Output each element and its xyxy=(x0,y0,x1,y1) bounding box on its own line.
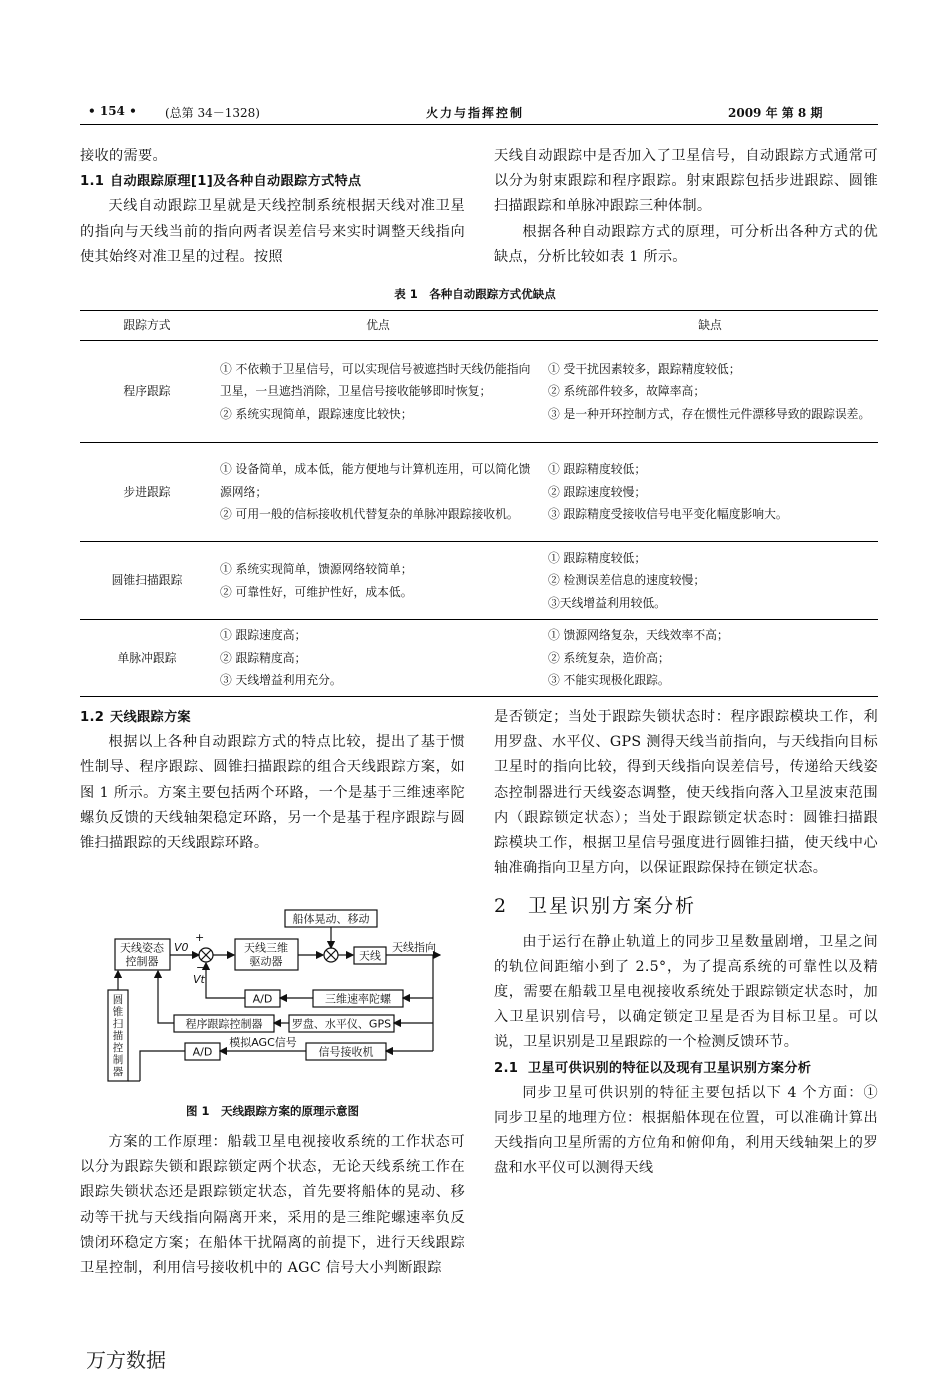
conical-label: 扫 xyxy=(112,1018,124,1030)
pros-item: ② 跟踪精度高； xyxy=(220,650,307,665)
watermark: 万方数据 xyxy=(86,1348,166,1372)
header-pros: 优点 xyxy=(214,311,542,341)
cons-item: ② 系统复杂，造价高； xyxy=(548,650,670,665)
paragraph: 同步卫星可供识别的特征主要包括以下 4 个方面：① 同步卫星的地理方位：根据船体现在位置，可以准确计算出天线指向卫星所需的方位角和俯仰角，利用天线轴架上的罗盘和水平仪可以测得天线 xyxy=(494,1084,878,1177)
mode-cell: 单脉冲跟踪 xyxy=(80,620,214,697)
driver-label: 天线三维 xyxy=(244,941,288,955)
pointing-label: 天线指向 xyxy=(392,941,436,954)
col1-top xyxy=(80,144,465,270)
plus-sign: + xyxy=(195,931,205,944)
col2-top xyxy=(494,144,878,270)
mode-cell: 程序跟踪 xyxy=(80,341,214,443)
total-page: (总第 34－1328) xyxy=(165,106,260,120)
paragraph: 天线自动跟踪卫星就是天线控制系统根据天线对准卫星的指向与天线当前的指向两者误差信号来实时调整天线指向使其始终对准卫星的过程。按照 xyxy=(80,198,465,265)
journal-name: 火力与指挥控制 xyxy=(426,106,525,120)
ad-label-1: A/D xyxy=(252,992,273,1006)
sensors-label: 罗盘、水平仪、GPS xyxy=(291,1017,392,1031)
conical-label: 描 xyxy=(112,1030,124,1042)
vt-label: Vt xyxy=(193,973,205,986)
cons-item: ① 跟踪精度较低； xyxy=(548,462,647,477)
section-2-heading xyxy=(494,894,878,919)
section-number: 1.1 xyxy=(80,174,105,190)
pros-cell xyxy=(214,341,542,443)
col1-continued xyxy=(80,1130,465,1281)
cons-cell xyxy=(542,341,878,443)
section-1-1-heading xyxy=(80,169,465,194)
table-header-row xyxy=(80,311,878,341)
cons-item: ① 跟踪精度较低； xyxy=(548,550,647,565)
section-title: 天线跟踪方案 xyxy=(110,710,191,725)
cons-item: ③ 不能实现极化跟踪。 xyxy=(548,673,670,688)
conical-label: 控 xyxy=(112,1042,124,1054)
driver-label: 驱动器 xyxy=(249,955,283,968)
program-controller-label: 程序跟踪控制器 xyxy=(185,1017,263,1031)
paragraph: 是否锁定；当处于跟踪失锁状态时：程序跟踪模块工作，利用罗盘、水平仪、GPS 测得天线当前指向，与天线指向目标卫星时的指向比较，得到天线指向误差信号，传递给天线姿态控制器进行天线姿态调整，使天线指向落入卫星波束范围内（跟踪锁定状态）；当处于跟踪锁定状态时：圆锥扫描跟踪模块工作，根据卫星信号强度进行圆锥扫描，使天线中心轴准确指向卫星方向，以保证跟踪保持在锁定状态。 xyxy=(494,709,879,877)
pros-item: ③ 天线增益利用充分。 xyxy=(220,673,342,688)
pros-item: ② 可靠性好，可维护性好，成本低。 xyxy=(220,584,413,599)
paragraph: 天线自动跟踪中是否加入了卫星信号，自动跟踪方式通常可以分为射束跟踪和程序跟踪。射束跟踪包括步进跟踪、圆锥扫描跟踪和单脉冲跟踪三种体制。 xyxy=(494,148,878,215)
cons-cell xyxy=(542,620,878,697)
section-title: 卫星可供识别的特征以及现有卫星识别方案分析 xyxy=(528,1060,812,1076)
paragraph: 根据以上各种自动跟踪方式的特点比较，提出了基于惯性制导、程序跟踪、圆锥扫描跟踪的组合天线跟踪方案，如图 1 所示。方案主要包括两个环路，一个是基于三维速率陀螺负反馈的天线轴架稳定环路，另一个是基于程序跟踪与圆锥扫描跟踪的天线跟踪环路。 xyxy=(80,734,465,852)
col2-bottom xyxy=(494,705,878,1182)
header-mode: 跟踪方式 xyxy=(80,311,214,341)
section-2-1-heading xyxy=(494,1056,878,1081)
pros-cell xyxy=(214,443,542,542)
minus-sign: − xyxy=(196,961,206,974)
conical-label: 制 xyxy=(112,1054,124,1066)
cons-item: ③天线增益利用较低。 xyxy=(548,595,666,610)
section-number: 1.2 xyxy=(80,710,105,725)
page-number: • 154 • xyxy=(88,104,137,118)
table-caption: 表 1 各种自动跟踪方式优缺点 xyxy=(394,287,556,301)
paragraph: 根据各种自动跟踪方式的原理，可分析出各种方式的优缺点，分析比较如表 1 所示。 xyxy=(494,223,878,265)
mode-cell: 圆锥扫描跟踪 xyxy=(80,542,214,620)
cons-item: ① 馈源网络复杂，天线效率不高； xyxy=(548,628,729,643)
cons-item: ① 受干扰因素较多，跟踪精度较低； xyxy=(548,361,741,376)
pros-cell xyxy=(214,542,542,620)
section-1-2-heading xyxy=(80,705,465,730)
pros-cell xyxy=(214,620,542,697)
cons-item: ② 检测误差信息的速度较慢； xyxy=(548,573,706,588)
controller-label: 控制器 xyxy=(125,955,159,968)
issue-info: 2009 年 第 8 期 xyxy=(728,106,823,120)
conical-label: 器 xyxy=(112,1066,124,1078)
v0-label: V0 xyxy=(174,941,189,954)
cons-item: ② 跟踪速度较慢； xyxy=(548,484,647,499)
pros-item: ① 跟踪速度高； xyxy=(220,628,307,643)
pros-item: ① 不依赖于卫星信号，可以实现信号被遮挡时天线仍能指向卫星，一旦遮挡消除，卫星信号接收能够即时恢复； xyxy=(220,361,531,399)
table-row xyxy=(80,620,878,697)
section-number: 2 xyxy=(494,895,509,918)
pros-item: ② 可用一般的信标接收机代替复杂的单脉冲跟踪接收机。 xyxy=(220,507,519,522)
table-row xyxy=(80,341,878,443)
gyro-label: 三维速率陀螺 xyxy=(325,992,391,1006)
mode-cell: 步进跟踪 xyxy=(80,443,214,542)
section-title: 卫星识别方案分析 xyxy=(528,895,697,918)
table-row xyxy=(80,443,878,542)
paragraph: 由于运行在静止轨道上的同步卫星数量剧增，卫星之间的轨位间距缩小到了 2.5°，为了提高系统的可靠性以及精度，需要在船载卫星电视接收系统处于跟踪锁定状态时，加入卫星识别信号，以确定锁定卫星是否为目标卫星。可以说，卫星识别是卫星跟踪的一个检测反馈环节。 xyxy=(494,933,878,1051)
ad-label-2: A/D xyxy=(192,1045,213,1059)
comparison-table xyxy=(80,310,878,697)
section-title: 自动跟踪原理[1]及各种自动跟踪方式特点 xyxy=(110,174,362,190)
paragraph: 方案的工作原理：船载卫星电视接收系统的工作状态可以分为跟踪失锁和跟踪锁定两个状态，无论天线系统工作在跟踪失锁状态还是跟踪锁定状态，首先要将船体的晃动、移动等干扰与天线指向隔离开来，采用的是三维陀螺速率负反馈闭环稳定方案；在船体干扰隔离的前提下，进行天线跟踪卫星控制，利用信号接收机中的 AGC 信号大小判断跟踪 xyxy=(80,1134,465,1277)
cons-cell xyxy=(542,443,878,542)
table-row xyxy=(80,542,878,620)
receiver-label: 信号接收机 xyxy=(318,1045,374,1059)
conical-label: 圆 xyxy=(112,994,124,1006)
paragraph: 接收的需要。 xyxy=(80,148,167,164)
antenna-label: 天线 xyxy=(359,949,381,963)
disturbance-label: 船体晃动、移动 xyxy=(292,912,370,926)
cons-item: ③ 跟踪精度受接收信号电平变化幅度影响大。 xyxy=(548,507,788,522)
pros-item: ② 系统实现简单，跟踪速度比较快； xyxy=(220,406,413,421)
figure-caption: 图 1 天线跟踪方案的原理示意图 xyxy=(185,1104,359,1118)
pros-item: ① 设备简单，成本低，能方便地与计算机连用，可以简化馈源网络； xyxy=(220,462,531,499)
header-rule xyxy=(80,124,878,125)
pros-item: ① 系统实现简单，馈源网络较简单； xyxy=(220,562,413,576)
cons-cell xyxy=(542,542,878,620)
col1-bottom xyxy=(80,705,465,856)
conical-label: 锥 xyxy=(112,1006,124,1018)
agc-label: 模拟AGC信号 xyxy=(229,1036,297,1049)
section-number: 2.1 xyxy=(494,1060,519,1076)
tracking-scheme-diagram xyxy=(100,908,460,1084)
cons-item: ③ 是一种开环控制方式，存在惯性元件漂移导致的跟踪误差。 xyxy=(548,406,871,421)
cons-item: ② 系统部件较多，故障率高； xyxy=(548,384,706,399)
controller-label: 天线姿态 xyxy=(120,941,164,955)
header-cons: 缺点 xyxy=(542,311,878,341)
